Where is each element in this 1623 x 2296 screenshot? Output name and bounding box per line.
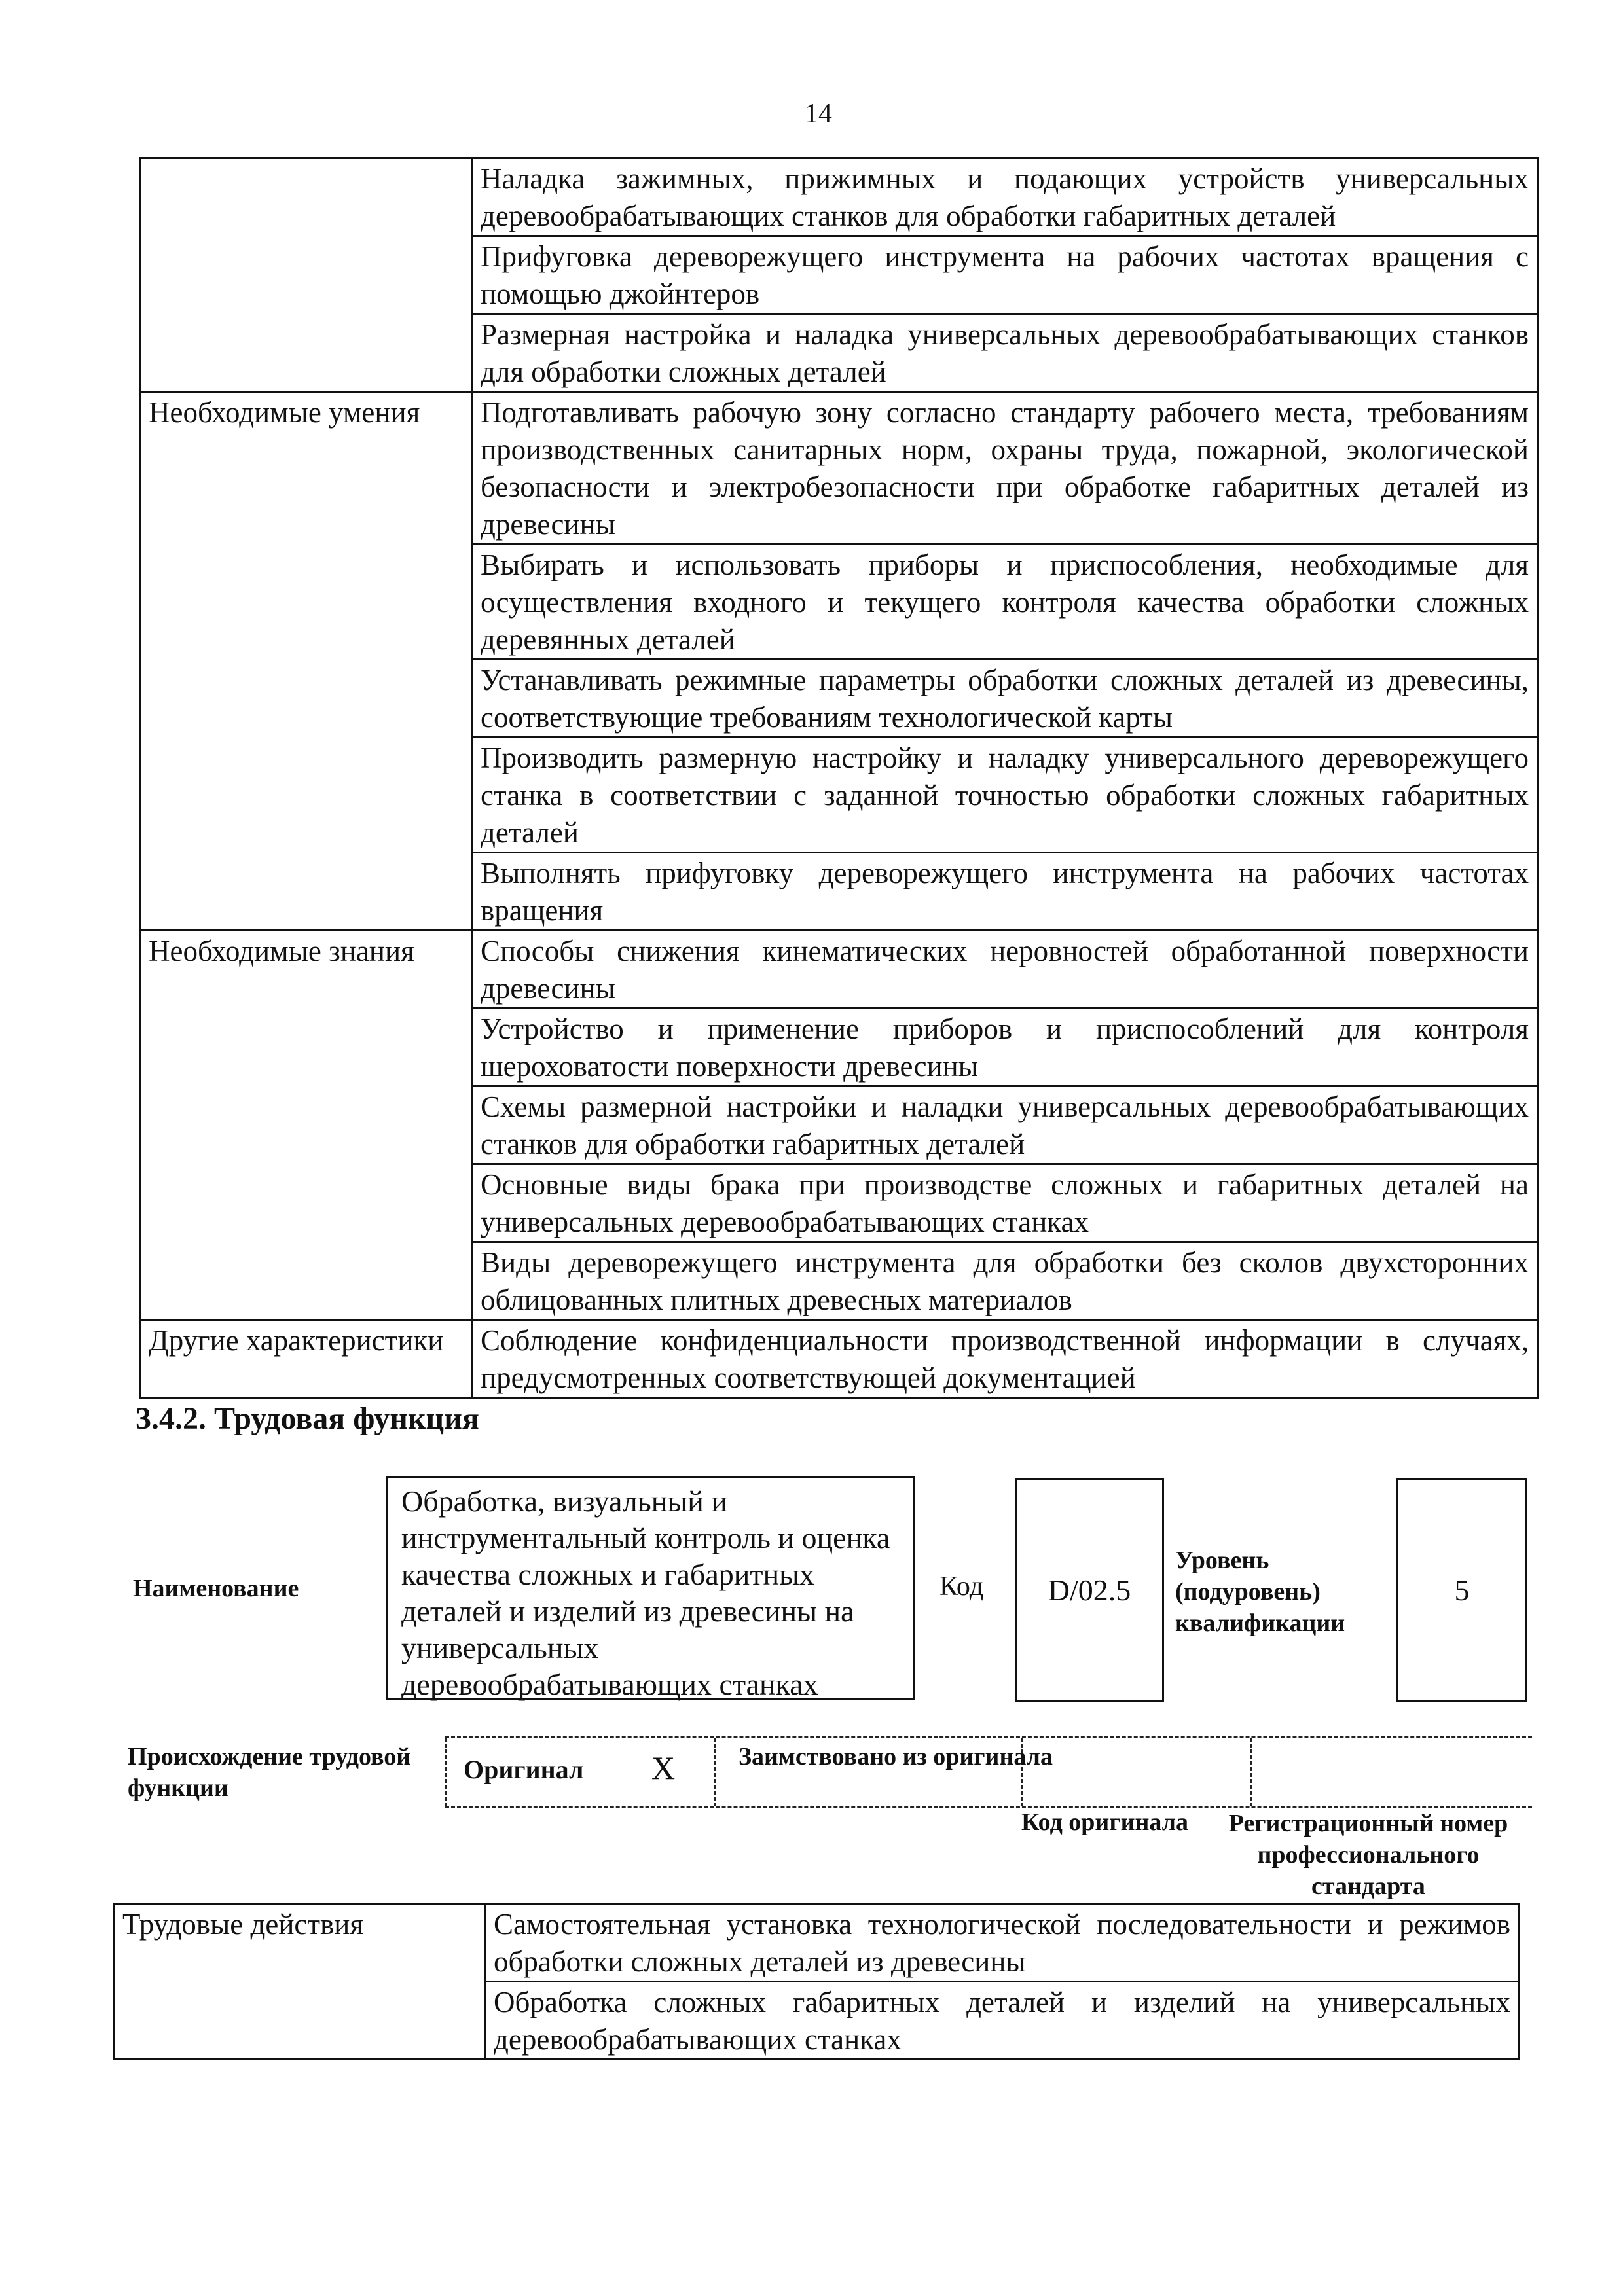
table-cell: Обработка сложных габаритных деталей и изделий на универсальных деревообрабатывающих станках — [485, 1982, 1520, 2060]
level-box: 5 — [1396, 1478, 1527, 1702]
knowledge-label: Необходимые знания — [140, 931, 472, 1320]
name-label: Наименование — [133, 1575, 299, 1602]
origin-label: Происхождение трудовой функции — [128, 1743, 411, 1802]
skills-label: Необходимые умения — [140, 392, 472, 931]
table-cell: Подготавливать рабочую зону согласно стандарту рабочего места, требованиям производственных санитарных норм, охраны труда, пожарной, экологической безопасности и электробезопасности при обработке габаритных деталей из древесины — [472, 392, 1538, 545]
table-cell: Производить размерную настройку и наладку универсального дереворежущего станка в соответствии с заданной точностью обработки сложных габаритных деталей — [472, 738, 1538, 853]
table-row — [114, 1904, 1520, 1982]
table-cell: Самостоятельная установка технологической последовательности и режимов обработки сложных деталей из древесины — [485, 1904, 1520, 1982]
table-row — [140, 236, 1538, 314]
table-row — [140, 392, 1538, 545]
table-cell: Соблюдение конфиденциальности производственной информации в случаях, предусмотренных соответствующей документацией — [472, 1320, 1538, 1398]
table-cell: Выбирать и использовать приборы и приспособления, необходимые для осуществления входного и текущего контроля качества обработки сложных деревянных деталей — [472, 545, 1538, 660]
page-number: 14 — [805, 99, 832, 129]
divider — [445, 1738, 449, 1806]
labor-actions-table — [113, 1903, 1520, 2060]
table-cell: Выполнять прифуговку дереворежущего инструмента на рабочих частотах вращения — [472, 853, 1538, 931]
table-cell: Способы снижения кинематических неровностей обработанной поверхности древесины — [472, 931, 1538, 1009]
divider — [1250, 1738, 1254, 1806]
requirements-table — [139, 157, 1539, 1399]
table-cell: Основные виды брака при производстве сложных и габаритных деталей на универсальных деревообрабатывающих станках — [472, 1164, 1538, 1242]
table-row — [140, 158, 1538, 236]
table-row — [140, 314, 1538, 392]
table-cell: Устройство и применение приборов и приспособлений для контроля шероховатости поверхности древесины — [472, 1009, 1538, 1086]
table-cell: Наладка зажимных, прижимных и подающих устройств универсальных деревообрабатывающих станков для обработки габаритных деталей — [472, 158, 1538, 236]
labor-actions-label: Трудовые действия — [114, 1904, 485, 2060]
code-label: Код — [939, 1571, 984, 1602]
table-cell: Схемы размерной настройки и наладки универсальных деревообрабатывающих станков для обработки габаритных деталей — [472, 1086, 1538, 1164]
level-label: Уровень (подуровень) квалификации — [1175, 1547, 1345, 1637]
original-label: Оригинал — [464, 1755, 584, 1784]
other-label: Другие характеристики — [140, 1320, 472, 1398]
borrowed-label: Заимствовано из оригинала — [739, 1743, 1053, 1770]
code-box: D/02.5 — [1015, 1478, 1164, 1702]
table-cell: Размерная настройка и наладка универсальных деревообрабатывающих станков для обработки сложных деталей — [472, 314, 1538, 392]
table-cell: Устанавливать режимные параметры обработки сложных деталей из древесины, соответствующие требованиям технологической карты — [472, 660, 1538, 738]
table-row — [140, 931, 1538, 1009]
function-name-box: Обработка, визуальный и инструментальный контроль и оценка качества сложных и габаритных деталей и изделий из древесины на универсальных деревообрабатывающих станках — [386, 1476, 915, 1700]
original-mark: X — [651, 1749, 676, 1786]
table-row — [140, 1320, 1538, 1398]
code-original-caption: Код оригинала — [1021, 1808, 1189, 1836]
table-cell: Прифуговка дереворежущего инструмента на рабочих частотах вращения с помощью джойнтеров — [472, 236, 1538, 314]
divider — [714, 1738, 718, 1806]
section-heading: 3.4.2. Трудовая функция — [136, 1401, 479, 1436]
reg-number-caption: Регистрационный номер профессионального стандарта — [1228, 1810, 1508, 1900]
table-cell: Виды дереворежущего инструмента для обработки без сколов двухсторонних облицованных плитных древесных материалов — [472, 1242, 1538, 1320]
